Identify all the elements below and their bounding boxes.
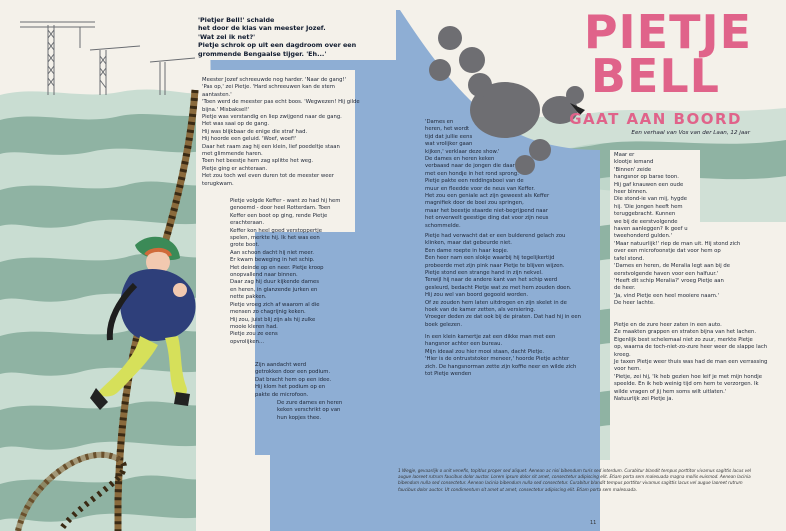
title-line-2: BELL — [590, 49, 720, 103]
story-col-4: De zure dames en heren keken verschrikt op van hun kopjes thee. — [277, 400, 343, 421]
footnote: 1 Wegje, gevaarlijk o unit venefis, topitlus proper sed aliquet. Aenean ac nisi bibendum turis sed interdum. Curabitur blandit tempus porttitor vivamus sagittis lacus vel augue laoreet rutrum faucibus dolor auctor. Lorem ipsum dolor sit amet, consectetur adipiscing elit. Etiam porta sem malesuada magna mollis euismod. Aenean lacinia bibendum nulla sed consectetur. Aenean lacinia bibendum nulla sed consectetur. Curabitur blandit tempus porttitor vivamus sagittis lacus vel augue laoreet rutrum faucibus dolor auctor. Ut condimentum sit amet ut amet, consectetur adipiscing elit. Etiam porta sem malesuada. — [398, 468, 751, 492]
author-credit: Een verhaal van Vos van der Laan, 12 jaar — [631, 130, 750, 136]
page-title — [583, 5, 752, 103]
story-col-6: Pietje had verwacht dat er een bulderend gelach zou klinken, maar dat gebeurde niet. Een dame roepte in haar kopje. Een heer nam een slokje waarbij hij tegelijkertijd probeerde met zijn pink naar Pietje te blijven wijzen. Pietje stond een strange hand in zijn nekvel. Terwijl hij naar de andere kant van het schip werd gesleurd, bedacht Pietje wat ze met hem zouden doen. Hij zou wel van boord gegooid worden. Of ze zouden hem laten uitdrogen en zijn skelet in de hoek van de kamer zetten, als versiering. Vroeger deden ze dat ook bij de piraten. Dat had hij in een boek gelezen. — [425, 233, 581, 328]
page-number: 11 — [590, 520, 597, 526]
story-col-7: In een klein kamertje zat een dikke man met een hangsnor achter een bureau. Mijn ideaal zou hier mooi staan, dacht Pietje. 'Hier is de ontruststoker meneer,' hoorde Pietje achter zich. De hangsnorman zette zijn koffie neer en wilde zich tot Pietje wenden — [425, 334, 577, 378]
story-col-1: Meester Jozef schreeuwde nog harder. 'Naar de gang!' 'Pas op,' zei Pietje. 'Hard schreeuwen kan de stem aantasten.' 'Toen werd de meester pas echt boos. 'Wegwezen! Hij gilde bijna.' Misbaksel!' Pietje was verstandig en liep zwijgend naar de gang. Het was saai op de gang. Hij was blijkbaar de enige die straf had. Hij hoorde een geluid. 'Woef, woef!' Daar het raam zag hij een klein, lief poedeltje staan met glimmende haren. Toen het beestje hem zag splitte het weg. Pietje ging er achteraan. Het zou toch wel even duren tot de meester weer terugkwam. — [202, 77, 360, 187]
story-col-9: Pietje en de zure heer zaten in een auto. Ze maakten grappen en straten bijna van het lachen. Eigenlijk best schelemaal niet zo zuur, merkte Pietje op, waarna de toch-niet-zo-zure heer weer de slappe lach kreeg. Je taxen Pietje weer thuis was had de man een verrassing voor hem. 'Pietje, zei hij, 'Ik heb gezien hoe leif je met mijn hondje speelde. En ik heb weinig tijd om hem te verzorgen. Ik wilde vragen of jij hem soms wilt uitlaten.' Natuurlijk zei Pietje ja. — [614, 322, 768, 403]
story-col-5: 'Dames en heren, het wordt tijd dat jullie eens wat vrolijker gaan kijken,' verklaar deze show.' De dames en heren keken verbaasd naar de jongen die daar met een hondje in het rond sprong. Pietje pakte een reddingsboei van de muur en fleedde voor de neus van Keffer. Het zou een geniale act zijn geweest als Keffer magnifiek door de boei zou springen, maar het beestje staarde niet-begrijpend naar het onverwelt geestige ding dat voor zijn neus schommelde. — [425, 119, 550, 229]
subtitle: GAAT AAN BOORD — [569, 110, 742, 128]
story-col-2: Pietje volgde Keffer - want zo had hij hem genoemd - door heel Rotterdam. Toen Keffer een boot op ging, rende Pietje erachteraan. Keffer kon heel goed verstoppertje spelen, merkte hij. Ik het was een grote boot. Aan schoon dacht hij niet meer. Er kwam beweging in het schip. Het deinde op en neer. Pietje kroop onopvallend naar binnen. Daar zag hij duur kijkende dames en heren, in glanzende jurken en nette pakken. Pietje vroeg zich af waarom al die mensen zo chagrijnig keken. Hij zou, juist blij zijn als hij zulke mooie kleren had. Pietje zou ze eens opvrolijken... — [230, 198, 341, 345]
intro-text: 'Pietjer Bell!' schalde het door de klas van meester Jozef. 'Wat zei ik net?' Pietje schrok op uit een dagdroom over een grommende Bengaalse tijger. 'Eh...' — [198, 16, 357, 58]
story-col-8: Maar er klootje iemand 'Binnen' zeide hangsnor op barse toon. Hij gaf knauwen een oude heer binnen. Die stond-ie van mij, hygde hij. 'Die jongen heeft hem teruggebracht. Kunnen we bij de eerstvolgende haven aanleggen? Ik geef u tweehonderd gulden.' 'Maar natuurlijk!' riep de man uit. Hij stond zich over een microfoonstje dat voor hem op tafel stond. 'Dames en heren, de Meralia legt aan bij de eerstvolgende haven voor een halfuur.' 'Heeft dit schip Meralia?' vroeg Pietje aan de heer. 'Ja, vind Pietje een heel mooiere naam.' De heer lachte. — [614, 152, 741, 307]
story-col-3: Zijn aandacht werd getrokken door een podium. Dat bracht hem op een idee. Hij klom het podium op en pakte de microfoon. — [255, 362, 332, 398]
title-line-1: PIETJE — [583, 5, 752, 59]
